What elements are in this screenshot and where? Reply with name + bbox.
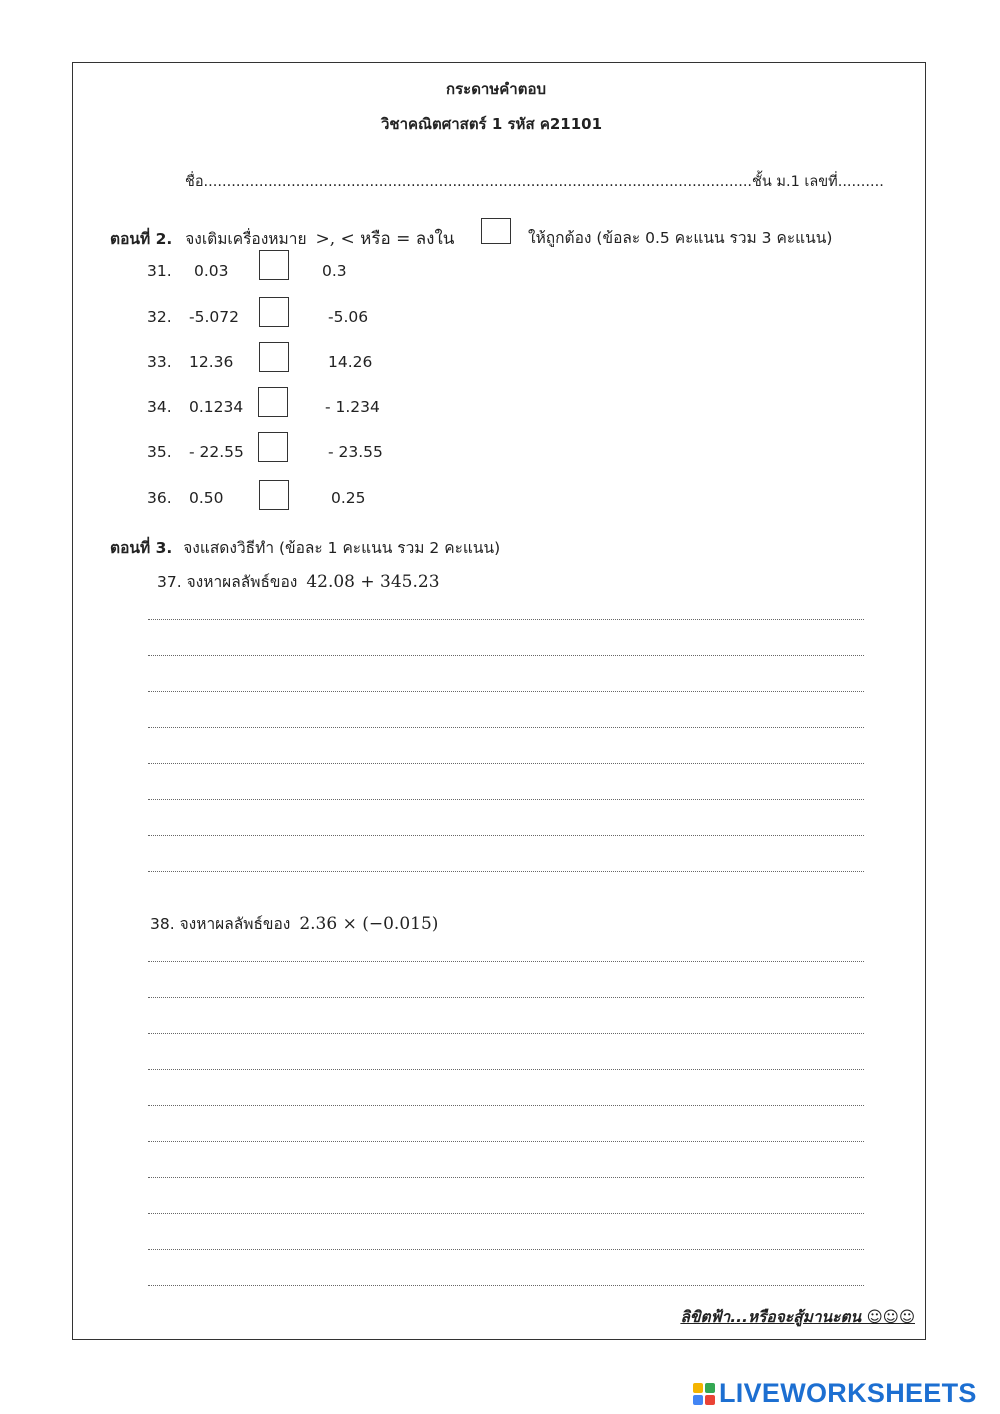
part2-instruction-suffix: ให้ถูกต้อง (ข้อละ 0.5 คะแนน รวม 3 คะแนน) xyxy=(528,229,833,247)
answer-line-37[interactable] xyxy=(148,619,864,620)
part3-instruction xyxy=(110,535,500,560)
example-box xyxy=(481,218,511,244)
item-33-left: 12.36 xyxy=(189,353,234,371)
item-35-number: 35. xyxy=(147,443,172,461)
subject-code: วิชาคณิตศาสตร์ 1 รหัส ค21101 xyxy=(381,115,603,133)
part2-instruction xyxy=(110,225,454,252)
item-36-left: 0.50 xyxy=(189,489,224,507)
answer-line-38[interactable] xyxy=(148,1105,864,1106)
item-33-number: 33. xyxy=(147,353,172,371)
answer-line-38[interactable] xyxy=(148,997,864,998)
question-37-expression: 42.08 + 345.23 xyxy=(306,572,440,592)
item-32-right: -5.06 xyxy=(328,308,369,326)
item-31-right: 0.3 xyxy=(322,262,347,280)
answer-line-38[interactable] xyxy=(148,1177,864,1178)
answer-line-38[interactable] xyxy=(148,1285,864,1286)
motivational-footer: ลิขิตฟ้า...หรือจะสู้มานะตน ☺☺☺ xyxy=(680,1308,915,1326)
answer-line-38[interactable] xyxy=(148,1033,864,1034)
item-31-answer-box[interactable] xyxy=(259,250,289,280)
item-35-answer-box[interactable] xyxy=(258,432,288,462)
part3-instruction-text: จงแสดงวิธีทำ (ข้อละ 1 คะแนน รวม 2 คะแนน) xyxy=(183,539,501,557)
question-37-text: 37. จงหาผลลัพธ์ของ xyxy=(157,573,298,591)
brand-name: LIVEWORKSHEETS xyxy=(719,1378,977,1408)
item-33-right: 14.26 xyxy=(328,353,373,371)
answer-sheet xyxy=(72,62,926,1340)
question-38-expression: 2.36 × (−0.015) xyxy=(299,914,439,934)
part3-label: ตอนที่ 3. xyxy=(110,539,173,557)
item-33-answer-box[interactable] xyxy=(259,342,289,372)
item-36-right: 0.25 xyxy=(331,489,366,507)
answer-line-37[interactable] xyxy=(148,655,864,656)
answer-line-37[interactable] xyxy=(148,835,864,836)
student-info-line[interactable]: ชื่อ.......................................................................................................................ชั้น ม.1 เลขที่.......... xyxy=(185,174,884,190)
answer-line-38[interactable] xyxy=(148,1213,864,1214)
answer-line-38[interactable] xyxy=(148,1069,864,1070)
item-34-left: 0.1234 xyxy=(189,398,244,416)
item-34-answer-box[interactable] xyxy=(258,387,288,417)
answer-line-37[interactable] xyxy=(148,763,864,764)
item-36-number: 36. xyxy=(147,489,172,507)
answer-line-38[interactable] xyxy=(148,1141,864,1142)
question-38-text: 38. จงหาผลลัพธ์ของ xyxy=(150,915,291,933)
logo-mark-icon xyxy=(693,1383,715,1405)
item-31-number: 31. xyxy=(147,262,172,280)
item-32-number: 32. xyxy=(147,308,172,326)
liveworksheets-logo xyxy=(693,1378,977,1409)
item-35-right: - 23.55 xyxy=(328,443,383,461)
item-34-right: - 1.234 xyxy=(325,398,380,416)
comparison-symbols: >, < หรือ = ลงใน xyxy=(315,229,455,249)
item-31-left: 0.03 xyxy=(194,262,229,280)
item-35-left: - 22.55 xyxy=(189,443,244,461)
part2-label: ตอนที่ 2. xyxy=(110,230,173,248)
answer-line-37[interactable] xyxy=(148,691,864,692)
item-34-number: 34. xyxy=(147,398,172,416)
item-32-left: -5.072 xyxy=(189,308,239,326)
question-38 xyxy=(150,911,438,936)
part2-instruction-prefix: จงเติมเครื่องหมาย xyxy=(185,230,307,248)
sheet-title: กระดาษคำตอบ xyxy=(446,80,546,98)
item-32-answer-box[interactable] xyxy=(259,297,289,327)
answer-line-37[interactable] xyxy=(148,799,864,800)
answer-line-37[interactable] xyxy=(148,727,864,728)
answer-line-37[interactable] xyxy=(148,871,864,872)
question-37 xyxy=(157,569,440,594)
item-36-answer-box[interactable] xyxy=(259,480,289,510)
answer-line-38[interactable] xyxy=(148,961,864,962)
answer-line-38[interactable] xyxy=(148,1249,864,1250)
